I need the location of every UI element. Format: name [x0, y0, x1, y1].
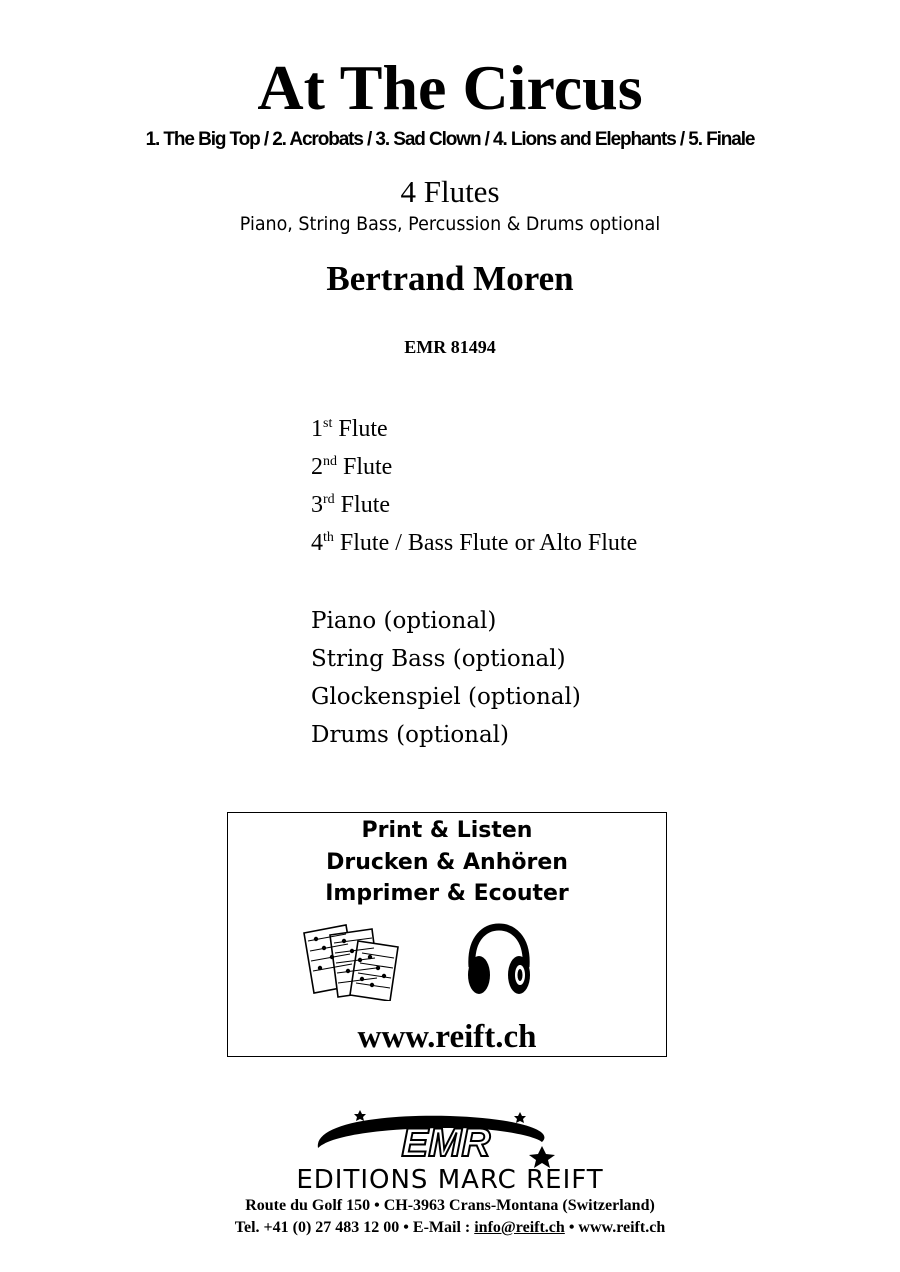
publisher-name: EDITIONS MARC REIFT	[296, 1165, 604, 1195]
optional-part-item: Glockenspiel (optional)	[311, 684, 581, 710]
part-number: 2	[311, 454, 323, 480]
part-ordinal: th	[323, 530, 334, 545]
optional-part-item: Piano (optional)	[311, 608, 497, 634]
logo-text: EMR	[401, 1121, 491, 1165]
part-number: 1	[311, 416, 323, 442]
catalog-number: EMR 81494	[404, 337, 496, 357]
optional-parts-list	[311, 606, 581, 758]
website-link[interactable]: www.reift.ch	[357, 1019, 537, 1055]
flute-parts-list	[311, 414, 637, 566]
emr-logo	[310, 1108, 590, 1168]
instrumentation-main: 4 Flutes	[400, 174, 500, 209]
composer: Bertrand Moren	[326, 259, 574, 298]
sheet-music-icon	[300, 921, 410, 1001]
part-number: 4	[311, 530, 323, 556]
part-item	[311, 490, 637, 528]
part-name: Flute	[340, 492, 391, 518]
publisher-contact	[0, 1218, 900, 1238]
website-text[interactable]: • www.reift.ch	[564, 1219, 666, 1236]
email-link[interactable]: info@reift.ch	[474, 1219, 565, 1236]
part-ordinal: nd	[323, 454, 337, 469]
part-name: Flute / Bass Flute or Alto Flute	[339, 530, 638, 556]
part-ordinal: st	[323, 416, 333, 431]
part-name: Flute	[338, 416, 388, 442]
print-listen-fr: Imprimer & Ecouter	[325, 881, 569, 906]
telephone: Tel. +41 (0) 27 483 12 00 • E-Mail :	[234, 1219, 475, 1236]
part-item	[311, 452, 637, 490]
part-name: Flute	[343, 454, 393, 480]
optional-part-item: String Bass (optional)	[311, 646, 566, 672]
part-item	[311, 528, 637, 566]
movements-list: 1. The Big Top / 2. Acrobats / 3. Sad Clown / 4. Lions and Elephants / 5. Finale	[145, 129, 755, 150]
print-listen-en: Print & Listen	[361, 818, 533, 843]
part-item	[311, 414, 637, 452]
print-listen-box	[227, 812, 667, 1057]
optional-part-item: Drums (optional)	[311, 722, 510, 748]
headphones-icon	[464, 923, 534, 999]
publisher-address: Route du Golf 150 • CH-3963 Crans-Montana (Switzerland)	[245, 1197, 655, 1214]
part-number: 3	[311, 492, 323, 518]
print-listen-de: Drucken & Anhören	[326, 850, 568, 875]
title: At The Circus	[257, 52, 643, 123]
part-ordinal: rd	[323, 492, 335, 507]
instrumentation-optional: Piano, String Bass, Percussion & Drums optional	[239, 213, 661, 235]
